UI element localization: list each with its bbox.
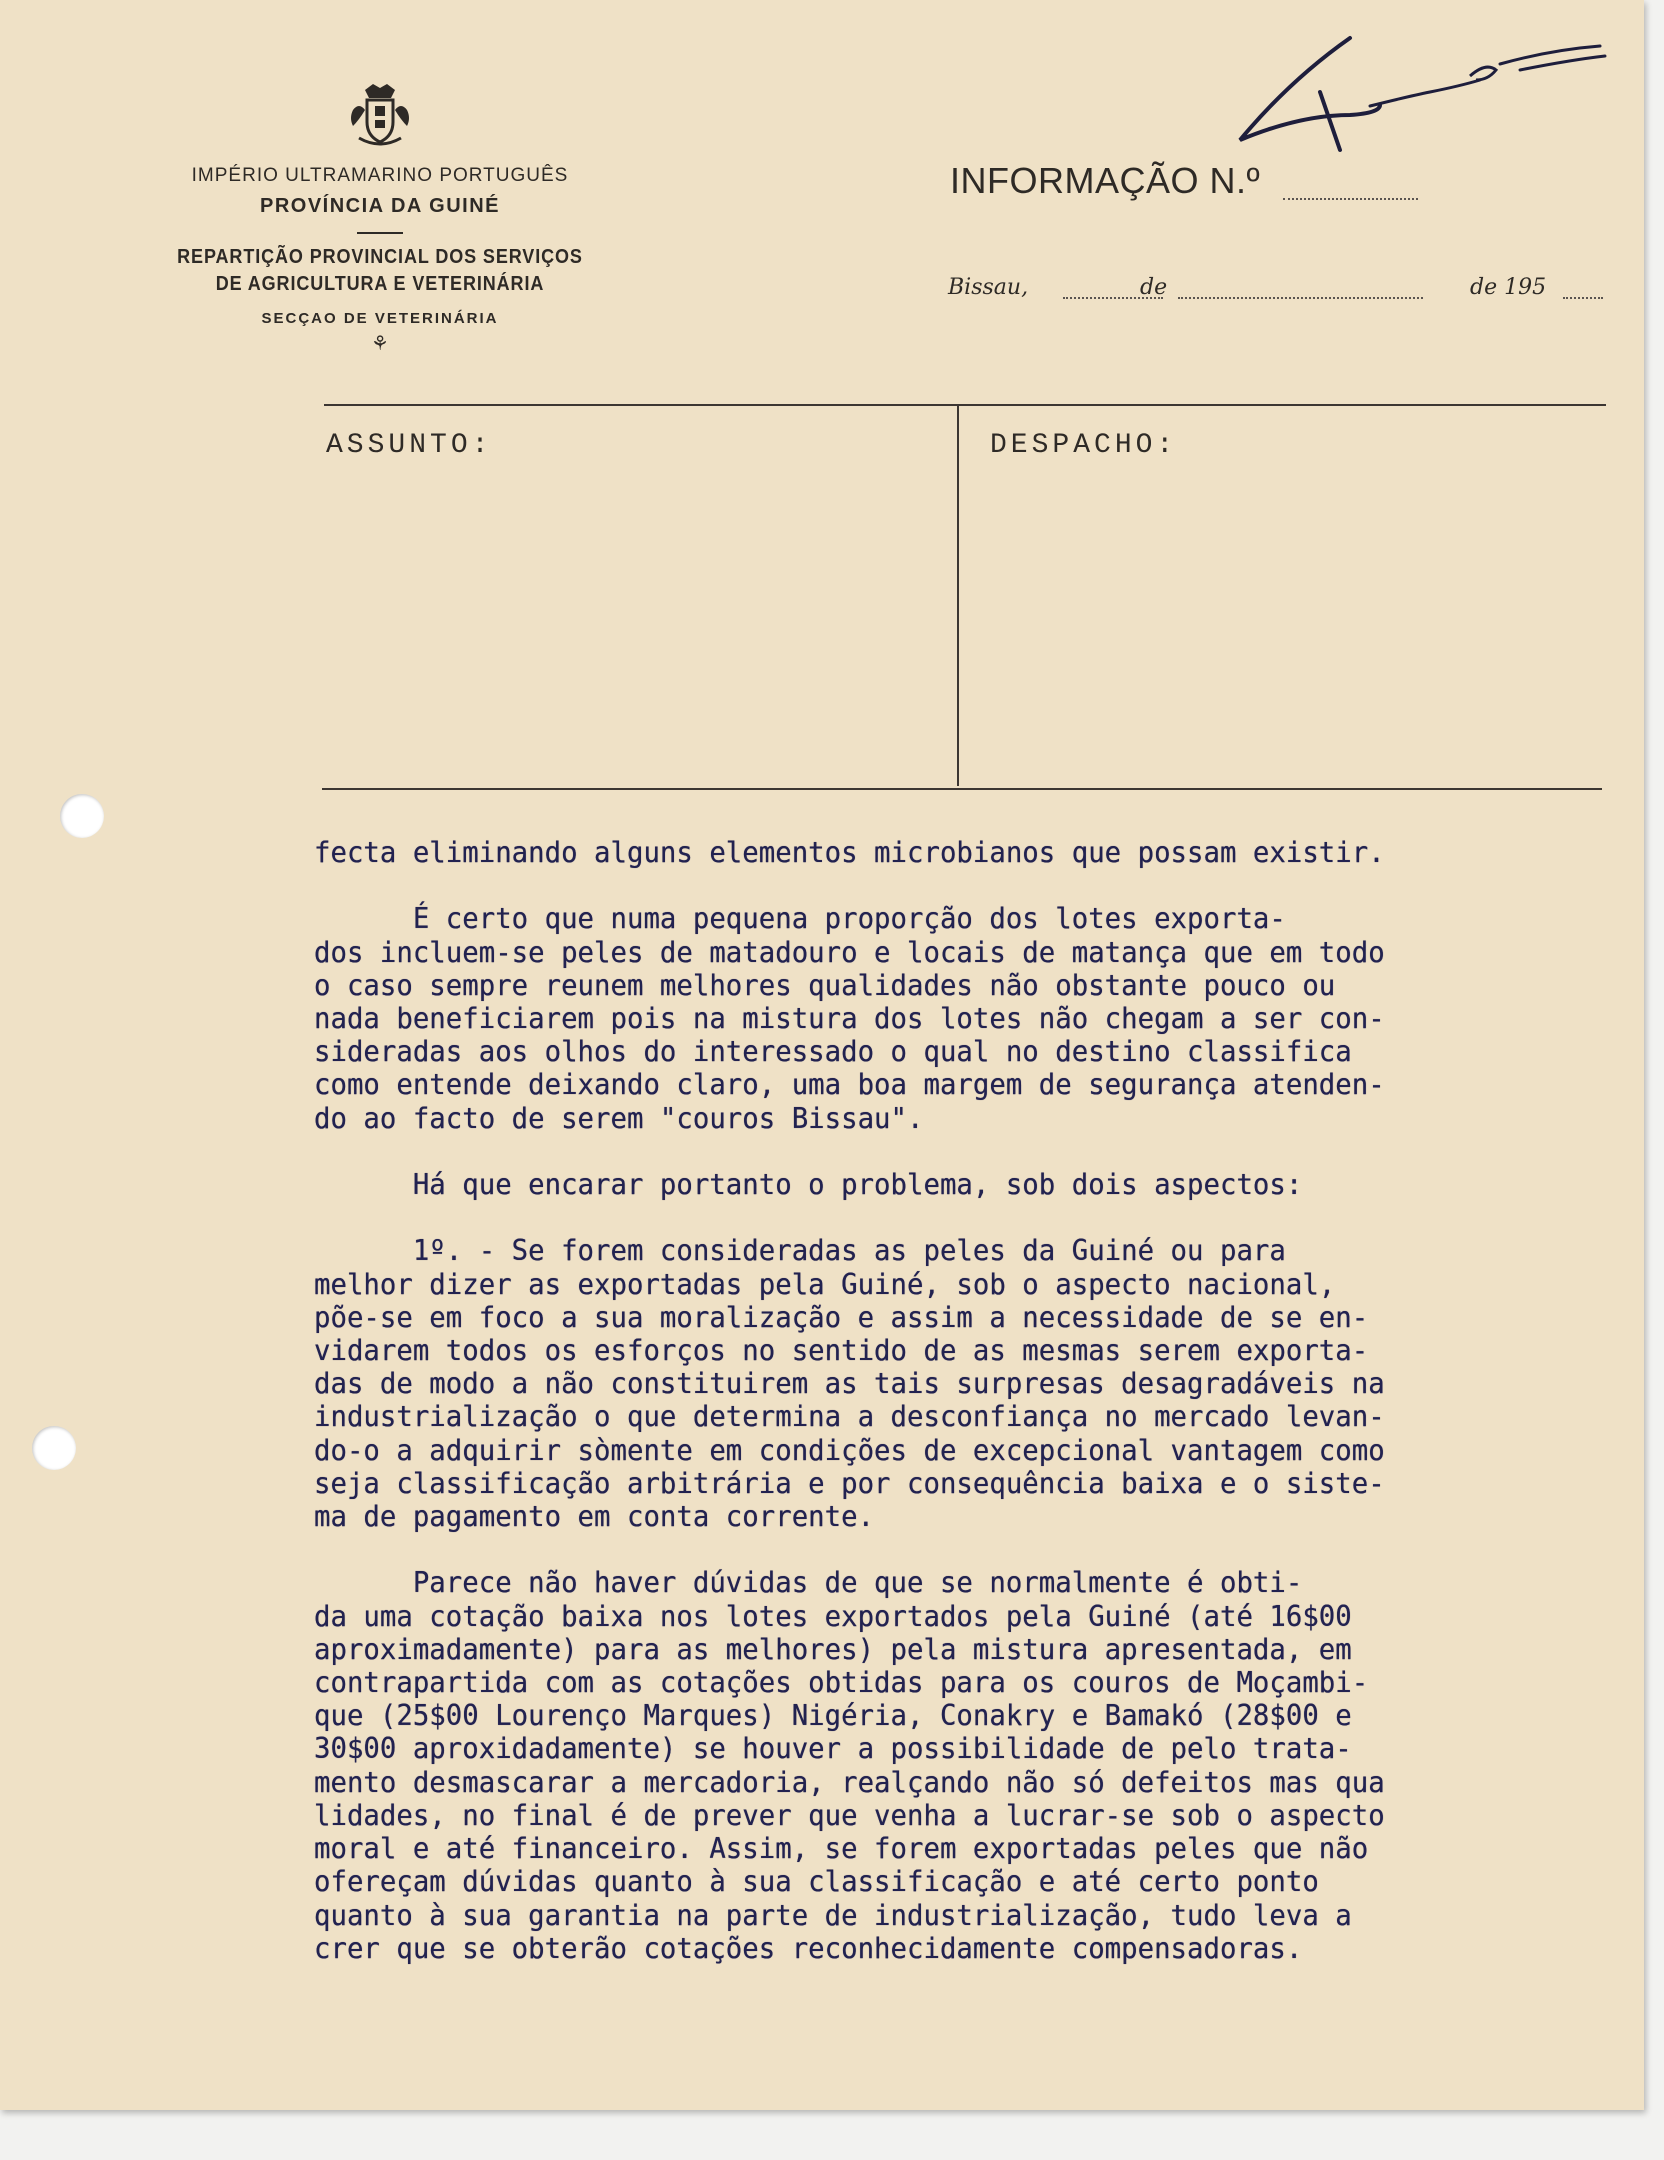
department-line-2: DE AGRICULTURA E VETERINÁRIA [215, 273, 545, 295]
despacho-label: DESPACHO: [990, 430, 1178, 461]
info-number-field [1283, 198, 1418, 200]
punch-hole-top [60, 794, 104, 838]
year-field [1563, 297, 1603, 299]
punch-hole-bottom [32, 1426, 76, 1470]
box-bottom-rule [322, 788, 1602, 790]
dateline [948, 275, 1608, 305]
info-title: INFORMAÇÃO N.º [950, 160, 1261, 201]
anchor-mark-icon: ⚘ [371, 333, 389, 355]
department-line-1: REPARTIÇÃO PROVINCIAL DOS SERVIÇOS [177, 246, 583, 268]
year-label: de 195 [1470, 275, 1547, 300]
place-label: Bissau, [948, 275, 1029, 300]
assunto-label: ASSUNTO: [326, 430, 493, 461]
section-name: SECÇAO DE VETERINÁRIA [261, 310, 499, 327]
empire-name: IMPÉRIO ULTRAMARINO PORTUGUÊS [191, 165, 569, 186]
coat-of-arms-icon [345, 80, 415, 150]
typed-body-text: fecta eliminando alguns elementos microbianos que possam existir. É certo que numa pequena proporção dos lotes exporta- dos incluem-se peles de matadouro e locais de matança que em todo o caso sempre reunem melhores qualidades não obstante pouco ou nada beneficiarem pois na mistura dos lotes não chegam a ser con- sideradas aos olhos do interessado o qual no destino classifica como entende deixando claro, uma boa margem de segurança atenden- do ao facto de serem "couros Bissau". Há que encarar portanto o problema, sob dois aspectos: 1º. - Se forem consideradas as peles da Guiné ou para melhor dizer as exportadas pela Guiné, sob o aspecto nacional, põe-se em foco a sua moralização e assim a necessidade de se en- vidarem todos os esforços no sentido de as mesmas serem exporta- das de modo a não constituirem as tais surpresas desagradáveis na industrialização o que determina a desconfiança no mercado levan- do-o a adquirir sòmente em condições de excepcional vantagem como seja classificação arbitrária e por consequência baixa e o siste- ma de pagamento em conta corrente. Parece não haver dúvidas de que se normalmente é obti- da uma cotação baixa nos lotes exportados pela Guiné (até 16$00 aproximadamente) para as melhores) pela mistura apresentada, em contrapartida com as cotações obtidas para os couros de Moçambi- que (25$00 Lourenço Marques) Nigéria, Conakry e Bamakó (28$00 e 30$00 aproxidadamente) se houver a possibilidade de pelo trata- mento desmascarar a mercadoria, realçando não só defeitos mas qua lidades, no final é de prever que venha a lucrar-se sob o aspecto moral e até financeiro. Assim, se forem exportadas peles que não ofereçam dúvidas quanto à sua classificação e até certo ponto quanto à sua garantia na parte de industrialização, tudo leva a crer que se obterão cotações reconhecidamente compensadoras. [314, 836, 1385, 1965]
province-name: PROVÍNCIA DA GUINÉ [260, 195, 500, 217]
box-divider [957, 406, 959, 786]
signature-icon [1230, 20, 1610, 170]
box-top-rule [324, 404, 1606, 406]
letterhead-rule [357, 232, 403, 234]
de-label-1: de [1140, 275, 1168, 300]
letterhead [140, 80, 620, 356]
month-field [1178, 297, 1423, 299]
